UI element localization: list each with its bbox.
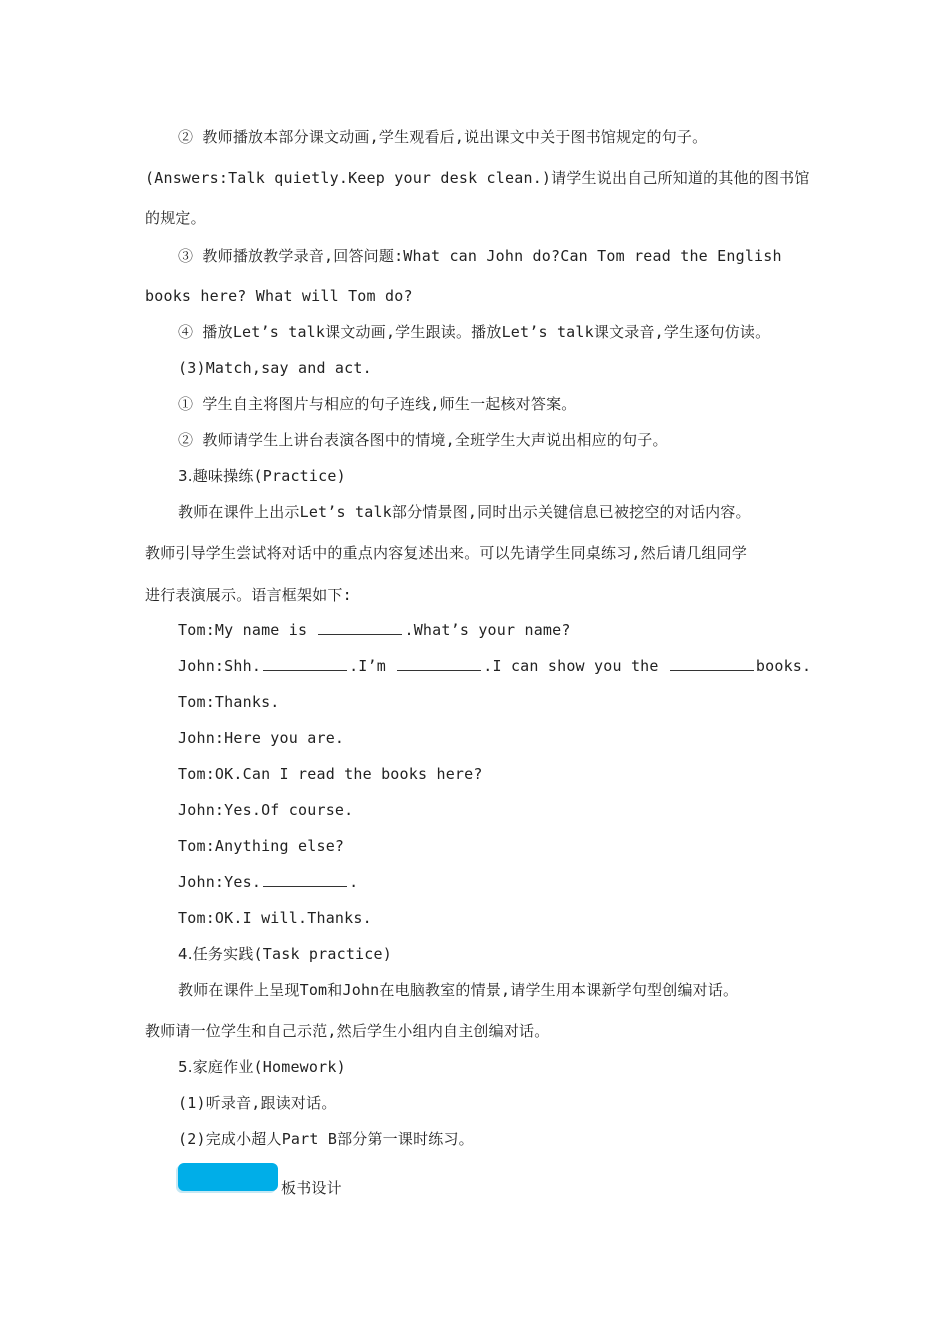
paragraph-line: (2)完成小超人Part B部分第一课时练习。: [178, 1130, 474, 1148]
fill-blank: [670, 656, 754, 671]
board-design-heading: 板书设计: [281, 1179, 342, 1197]
dialogue-line: Tom:OK.Can I read the books here?: [178, 765, 483, 783]
paragraph-line: books here? What will Tom do?: [145, 287, 413, 305]
section-heading-task: [178, 944, 392, 964]
section-title: 家庭作业(Homework): [192, 1058, 346, 1076]
paragraph-line: ③ 教师播放教学录音,回答问题:What can John do?Can Tom read the English: [178, 247, 782, 265]
section-title: 任务实践(Task practice): [192, 945, 392, 963]
dialogue-line: [178, 872, 358, 892]
section-number: 5.: [178, 1058, 193, 1076]
dialogue-line: John:Here you are.: [178, 729, 345, 747]
paragraph-line: 教师在课件上出示Let’s talk部分情景图,同时出示关键信息已被挖空的对话内容。: [178, 503, 751, 521]
section-heading-practice: [178, 466, 346, 486]
fill-blank: [263, 872, 347, 887]
dialogue-text: books.: [755, 657, 812, 675]
paragraph-line: 教师在课件上呈现Tom和John在电脑教室的情景,请学生用本课新学句型创编对话。: [178, 981, 739, 999]
section-badge: [178, 1163, 278, 1191]
dialogue-line: Tom:Thanks.: [178, 693, 280, 711]
dialogue-line: [178, 656, 811, 676]
fill-blank: [263, 656, 347, 671]
dialogue-line: John:Yes.Of course.: [178, 801, 354, 819]
dialogue-text: .What’s your name?: [404, 621, 571, 639]
fill-blank: [397, 656, 481, 671]
section-number: 3.: [178, 467, 193, 485]
paragraph-line: 教师引导学生尝试将对话中的重点内容复述出来。可以先请学生同桌练习,然后请几组同学: [145, 544, 748, 562]
paragraph-line: ① 学生自主将图片与相应的句子连线,师生一起核对答案。: [178, 395, 577, 413]
paragraph-line: 进行表演展示。语言框架如下:: [145, 586, 352, 604]
dialogue-text: .I’m: [349, 657, 387, 675]
section-number: 4.: [178, 945, 193, 963]
paragraph-line: 的规定。: [145, 209, 206, 227]
dialogue-text: .I can show you the: [483, 657, 659, 675]
dialogue-text: John:Shh.: [178, 657, 262, 675]
paragraph-line: (3)Match,say and act.: [178, 359, 372, 377]
dialogue-text: Tom:My name is: [178, 621, 308, 639]
paragraph-line: 教师请一位学生和自己示范,然后学生小组内自主创编对话。: [145, 1022, 550, 1040]
paragraph-line: ② 教师请学生上讲台表演各图中的情境,全班学生大声说出相应的句子。: [178, 431, 668, 449]
dialogue-text: .: [349, 873, 359, 891]
dialogue-line: [178, 620, 571, 640]
paragraph-line: ④ 播放Let’s talk课文动画,学生跟读。播放Let’s talk课文录音,学生逐句仿读。: [178, 323, 771, 341]
paragraph-line: ② 教师播放本部分课文动画,学生观看后,说出课文中关于图书馆规定的句子。: [178, 128, 708, 146]
fill-blank: [318, 620, 402, 635]
section-title: 趣味操练(Practice): [192, 467, 346, 485]
dialogue-line: Tom:Anything else?: [178, 837, 345, 855]
paragraph-line: (Answers:Talk quietly.Keep your desk clean.)请学生说出自己所知道的其他的图书馆: [145, 169, 810, 187]
section-heading-homework: [178, 1057, 346, 1077]
dialogue-line: Tom:OK.I will.Thanks.: [178, 909, 372, 927]
paragraph-line: (1)听录音,跟读对话。: [178, 1094, 337, 1112]
dialogue-text: John:Yes.: [178, 873, 262, 891]
